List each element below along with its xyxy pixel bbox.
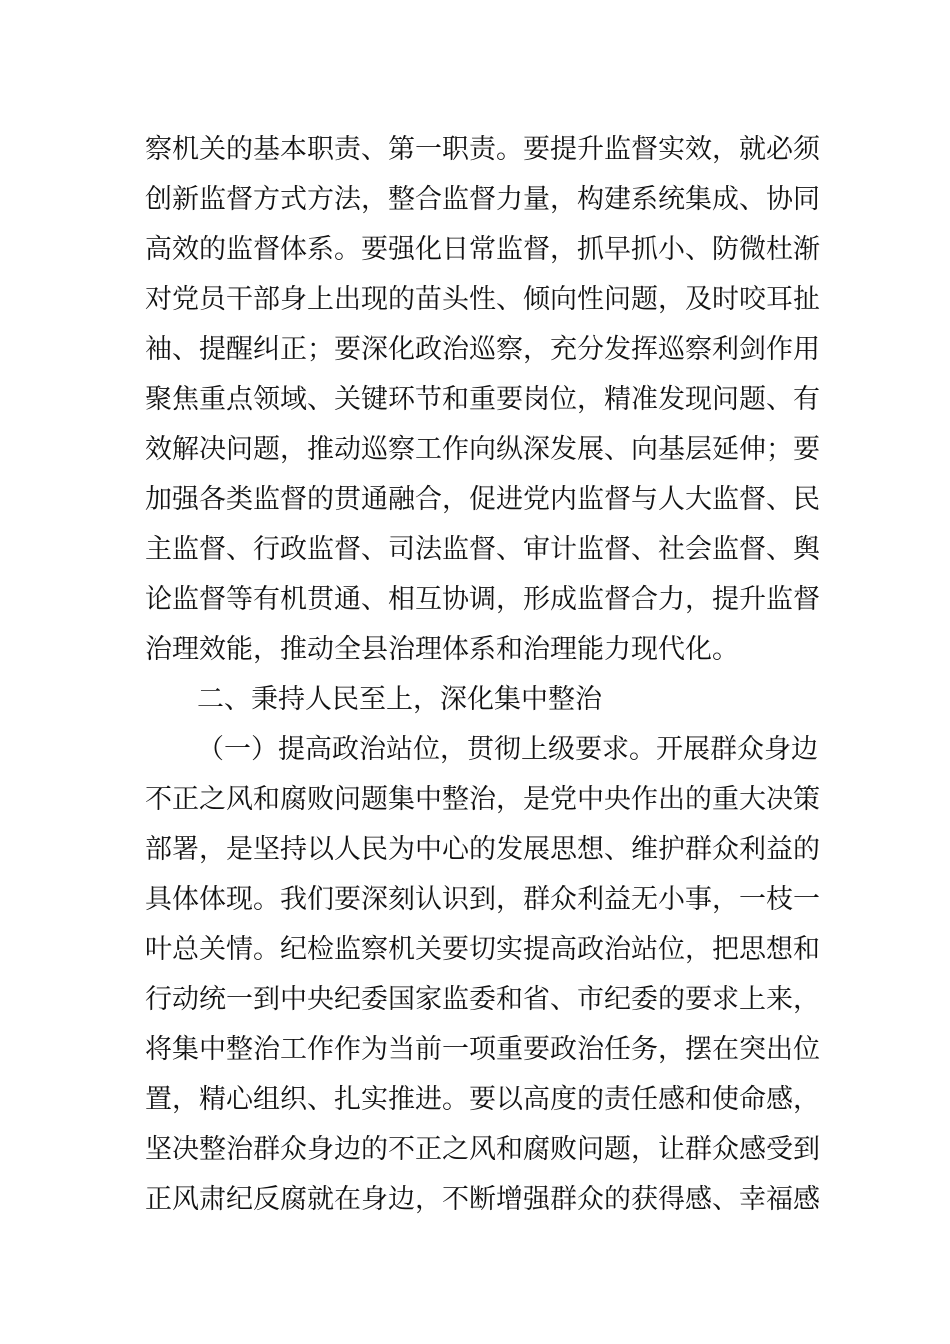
body-line: 察机关的基本职责、第一职责。要提升监督实效，就必须 bbox=[145, 134, 820, 165]
document-body bbox=[145, 125, 820, 1225]
subsection-line: 叶总关情。纪检监察机关要切实提高政治站位，把思想和 bbox=[145, 934, 820, 965]
subsection-line: 正风肃纪反腐就在身边，不断增强群众的获得感、幸福感 bbox=[145, 1184, 820, 1215]
subsection-line: 部署，是坚持以人民为中心的发展思想、维护群众利益的 bbox=[145, 834, 820, 865]
body-line: 治理效能，推动全县治理体系和治理能力现代化。 bbox=[145, 634, 739, 665]
subsection-line: 不正之风和腐败问题集中整治，是党中央作出的重大决策 bbox=[145, 784, 820, 815]
subsection-line: 具体体现。我们要深刻认识到，群众利益无小事，一枝一 bbox=[145, 884, 820, 915]
subsection-line: （一）提高政治站位，贯彻上级要求。开展群众身边 bbox=[197, 734, 818, 765]
body-line: 袖、提醒纠正；要深化政治巡察，充分发挥巡察利剑作用 bbox=[145, 334, 820, 365]
subsection-line: 置，精心组织、扎实推进。要以高度的责任感和使命感， bbox=[145, 1084, 820, 1115]
body-line: 创新监督方式方法，整合监督力量，构建系统集成、协同 bbox=[145, 184, 820, 215]
body-line: 论监督等有机贯通、相互协调，形成监督合力，提升监督 bbox=[145, 584, 820, 615]
body-line: 加强各类监督的贯通融合，促进党内监督与人大监督、民 bbox=[145, 484, 820, 515]
body-line: 效解决问题，推动巡察工作向纵深发展、向基层延伸；要 bbox=[145, 434, 820, 465]
body-line: 对党员干部身上出现的苗头性、倾向性问题，及时咬耳扯 bbox=[145, 284, 820, 315]
subsection-line: 将集中整治工作作为当前一项重要政治任务，摆在突出位 bbox=[145, 1034, 820, 1065]
body-line: 聚焦重点领域、关键环节和重要岗位，精准发现问题、有 bbox=[145, 384, 820, 415]
body-line: 主监督、行政监督、司法监督、审计监督、社会监督、舆 bbox=[145, 534, 820, 565]
subsection-line: 坚决整治群众身边的不正之风和腐败问题，让群众感受到 bbox=[145, 1134, 820, 1165]
section-heading: 二、秉持人民至上，深化集中整治 bbox=[197, 684, 602, 715]
subsection-line: 行动统一到中央纪委国家监委和省、市纪委的要求上来， bbox=[145, 984, 820, 1015]
body-line: 高效的监督体系。要强化日常监督，抓早抓小、防微杜渐 bbox=[145, 234, 820, 265]
